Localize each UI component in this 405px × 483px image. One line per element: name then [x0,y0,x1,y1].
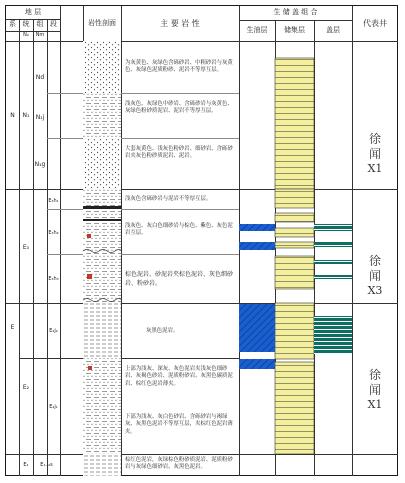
unit-n1j: N₁j [35,114,45,121]
rock-desc-9: 下部为浅灰、灰白色砂岩、含砾砂岩与褐绿灰、灰黑色泥岩不等厚互层，夹棕红色泥岩薄夹。 [125,414,233,435]
well-1-id: X1 [367,162,383,175]
header-reservoir: 储集层 [284,25,305,34]
unit-e3h1: E₃h₁ [48,198,59,204]
unit-e1: E₁ [23,462,29,468]
header-rock-type: 主 要 岩 性 [160,18,200,28]
header-strat-group: 地 层 [24,7,42,16]
unit-n-system: N [10,112,15,119]
header-member: 段 [50,20,57,29]
header-system: 系 [9,20,16,29]
unit-e3: E₃ [22,244,30,251]
header-combination: 生 储 盖 组 合 [273,8,318,17]
rock-desc-3: 大套灰黄色、浅灰色粉砂岩、细砂岩、含砾砂岩夹灰色粉砂质泥岩、泥岩。 [125,146,233,160]
unit-e2: E₂ [22,384,30,391]
well-1-char-2: 闻 [368,147,381,161]
lithology-pattern [6,6,399,477]
unit-n1: N₁ [22,112,30,119]
header-series: 统 [22,20,30,29]
rock-desc-7: 灰黑色泥岩。 [146,328,179,334]
well-3-char-2: 闻 [368,383,381,397]
header-group: 组 [36,20,44,29]
header-lithology: 岩性剖面 [88,18,116,27]
well-3-char-1: 徐 [368,368,381,382]
well-1-char-1: 徐 [368,132,381,146]
well-2-char-2: 闻 [368,269,381,283]
rock-desc-4: 浅灰色含砾砂岩与泥岩不等厚互层。 [125,196,212,202]
well-2-id: X3 [367,284,383,297]
well-3-id: X1 [367,398,383,411]
stratigraphy-table [5,5,398,476]
rock-desc-2: 浅灰色、灰绿色中砂岩、含砾砂岩与灰黄色、灰绿色粉砂质泥岩、泥岩不等厚互层。 [125,101,233,115]
unit-n1g: N₁g [34,161,46,168]
header-source: 生油层 [246,25,268,34]
unit-e2j2: E₂j₁ [49,404,58,410]
unit-e1b: E₁₋₂s [40,462,53,468]
unit-e3h3: E₃h₃ [48,276,59,282]
rock-desc-1: 为灰黄色、灰绿色含砾砂岩、中粗砂岩与灰黄色、灰绿色泥质粉砂、泥岩不等厚互层。 [125,60,233,74]
unit-ng: Nd [35,74,45,81]
rock-desc-5: 浅灰色、灰白色细砂岩与棕色、紫色、灰色泥岩互层。 [125,223,233,237]
header-sec-n: N₂ [23,32,29,39]
well-2-char-1: 徐 [368,254,381,268]
unit-e-system: E [10,324,15,331]
rock-desc-10: 棕红色泥岩，灰绿棕色粉砂质泥岩、泥质粉砂岩与灰绿色细砂岩、灰黑色泥岩。 [125,457,233,471]
unit-e2j1: E₂j₂ [49,328,58,334]
unit-e3h2: E₃h₂ [48,230,59,236]
header-cap: 盖层 [326,25,340,34]
header-sec-nm: Nm [35,32,45,39]
rock-desc-6: 棕色泥岩、砂泥岩夹棕色泥岩、灰色细砂岩、粉砂岩。 [125,271,234,287]
header-representative-well: 代表井 [363,18,387,28]
rock-desc-8: 上部为浅灰、深灰、灰色泥岩夹浅灰色细砂岩、灰褐色砂岩、泥质粉砂岩、灰黑色碳质泥岩、棕红色泥岩薄夹。 [125,366,233,387]
